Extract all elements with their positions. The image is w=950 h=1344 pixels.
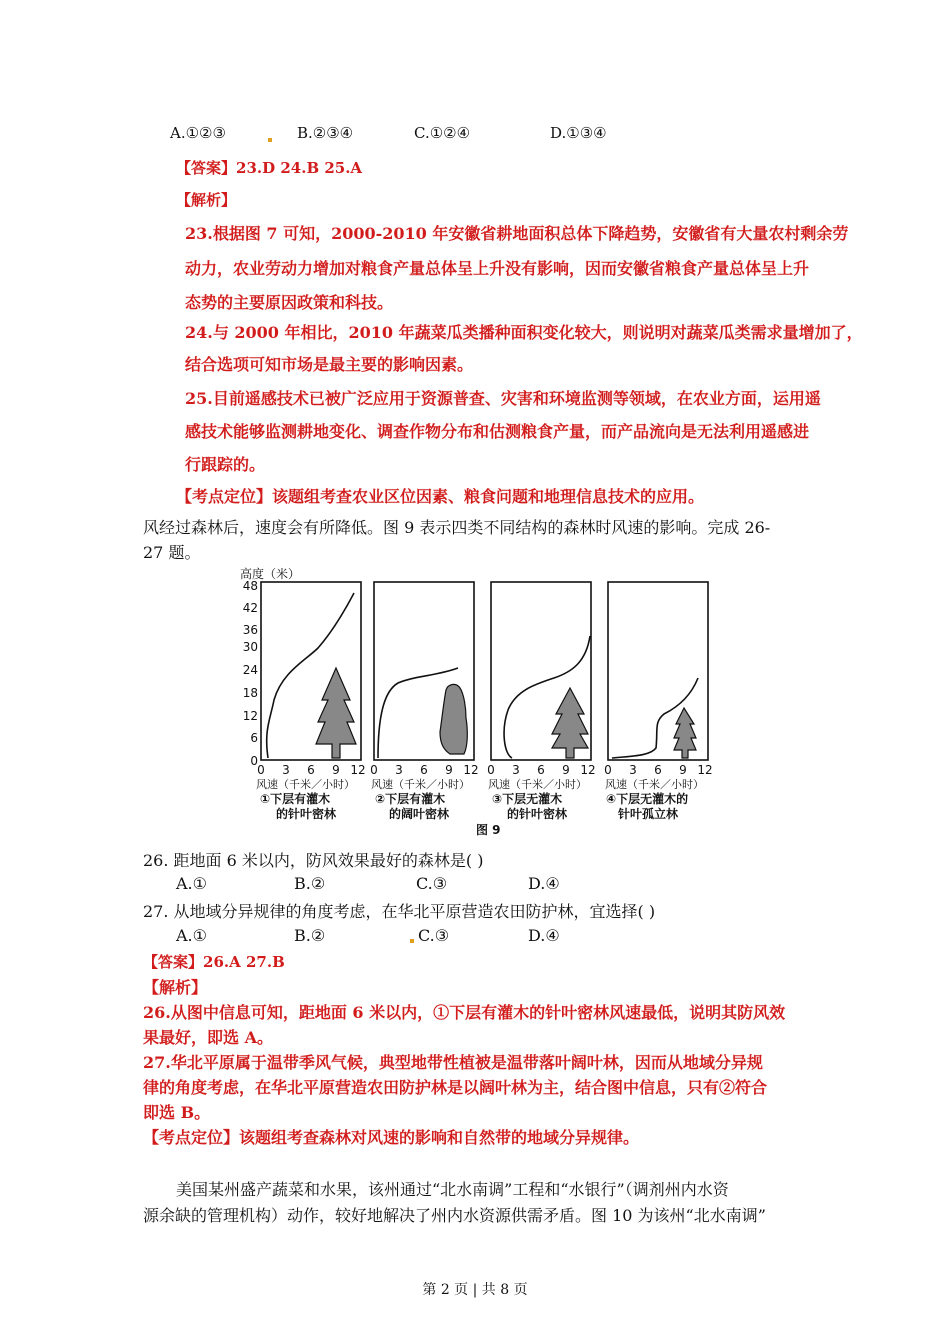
answer-text: 23.D 24.B 25.A bbox=[236, 159, 363, 177]
analysis-line: 动力，农业劳动力增加对粮食产量总体呈上升没有影响，因而安徽省粮食产量总体呈上升 bbox=[185, 259, 810, 278]
paragraph-line: 源余缺的管理机构）动作，较好地解决了州内水资源供需矛盾。图 10 为该州“北水南调” bbox=[143, 1206, 766, 1225]
x-tick: 3 bbox=[395, 763, 403, 777]
q27-option-d: D.④ bbox=[528, 926, 560, 945]
y-tick: 6 bbox=[250, 731, 258, 745]
intro-line: 风经过森林后，速度会有所降低。图 9 表示四类不同结构的森林时风速的影响。完成 26- bbox=[143, 518, 771, 537]
x-tick: 9 bbox=[679, 763, 687, 777]
x-axis-label: 风速（千米／小时） bbox=[605, 778, 704, 791]
caption-2a: ②下层有灌木 bbox=[375, 792, 446, 806]
question-26: 26. 距地面 6 米以内，防风效果最好的森林是( ) bbox=[143, 851, 484, 870]
option-d: D.①③④ bbox=[550, 124, 607, 142]
caption-2b: 的阔叶密林 bbox=[389, 807, 450, 821]
figure-title: 图 9 bbox=[476, 823, 501, 837]
y-tick: 36 bbox=[242, 623, 258, 637]
paragraph-line: 美国某州盛产蔬菜和水果，该州通过“北水南调”工程和“水银行”（调剂州内水资 bbox=[176, 1180, 729, 1199]
key-point-2: 【考点定位】该题组考查森林对风速的影响和自然带的地域分异规律。 bbox=[143, 1128, 640, 1147]
x-tick: 12 bbox=[697, 763, 713, 777]
analysis-line: 果最好，即选 A。 bbox=[143, 1028, 273, 1047]
answer-block-2 bbox=[143, 951, 285, 972]
x-tick: 12 bbox=[580, 763, 596, 777]
x-tick: 12 bbox=[463, 763, 479, 777]
q26-option-a: A.① bbox=[176, 874, 207, 893]
analysis-line: 27.华北平原属于温带季风气候，典型地带性植被是温带落叶阔叶林，因而从地域分异规 bbox=[143, 1053, 763, 1072]
x-axis-label: 风速（千米／小时） bbox=[371, 778, 470, 791]
key-point-1: 【考点定位】该题组考查农业区位因素、粮食问题和地理信息技术的应用。 bbox=[176, 487, 705, 506]
analysis-label-1: 【解析】 bbox=[176, 191, 237, 209]
x-tick: 12 bbox=[350, 763, 366, 777]
decor-dot bbox=[410, 939, 414, 943]
y-axis-label: 高度（米） bbox=[240, 567, 301, 581]
q27-option-c: C.③ bbox=[418, 926, 450, 945]
x-tick: 6 bbox=[654, 763, 662, 777]
q26-option-d: D.④ bbox=[528, 874, 560, 893]
answer-block-1 bbox=[176, 157, 362, 178]
decor-dot bbox=[268, 138, 272, 142]
x-tick: 3 bbox=[512, 763, 520, 777]
answer-label: 【答案】 bbox=[143, 953, 204, 971]
analysis-line: 结合选项可知市场是最主要的影响因素。 bbox=[185, 355, 474, 374]
analysis-line: 25.目前遥感技术已被广泛应用于资源普查、灾害和环境监测等领域，在农业方面，运用遥 bbox=[185, 389, 821, 408]
x-axis-label: 风速（千米／小时） bbox=[488, 778, 587, 791]
y-tick: 18 bbox=[242, 686, 258, 700]
x-tick: 0 bbox=[257, 763, 265, 777]
analysis-line: 律的角度考虑，在华北平原营造农田防护林是以阔叶林为主，结合图中信息，只有②符合 bbox=[143, 1078, 768, 1097]
y-tick: 12 bbox=[242, 709, 258, 723]
option-a: A.①②③ bbox=[170, 124, 226, 142]
analysis-line: 感技术能够监测耕地变化、调查作物分布和估测粮食产量，而产品流向是无法利用遥感进 bbox=[185, 422, 810, 441]
x-tick: 9 bbox=[562, 763, 570, 777]
x-tick: 0 bbox=[604, 763, 612, 777]
analysis-line: 24.与 2000 年相比，2010 年蔬菜瓜类播种面积变化较大，则说明对蔬菜瓜类需求量增加了， bbox=[185, 323, 863, 342]
caption-3b: 的针叶密林 bbox=[507, 807, 568, 821]
intro-line: 27 题。 bbox=[143, 543, 201, 562]
panel-3 bbox=[491, 582, 591, 760]
x-tick: 3 bbox=[282, 763, 290, 777]
caption-4a: ④下层无灌木的 bbox=[606, 792, 689, 806]
page-footer: 第 2 页 | 共 8 页 bbox=[422, 1282, 528, 1298]
x-tick: 9 bbox=[332, 763, 340, 777]
x-tick: 0 bbox=[370, 763, 378, 777]
caption-3a: ③下层无灌木 bbox=[492, 792, 563, 806]
analysis-line: 即选 B。 bbox=[143, 1103, 211, 1122]
y-tick: 42 bbox=[242, 601, 258, 615]
x-tick: 6 bbox=[420, 763, 428, 777]
answer-label: 【答案】 bbox=[176, 159, 237, 177]
x-tick: 3 bbox=[629, 763, 637, 777]
y-tick: 30 bbox=[242, 640, 258, 654]
x-tick: 0 bbox=[487, 763, 495, 777]
y-tick: 0 bbox=[250, 754, 258, 768]
caption-1b: 的针叶密林 bbox=[276, 807, 337, 821]
analysis-line: 态势的主要原因政策和科技。 bbox=[185, 293, 394, 312]
panel-4 bbox=[608, 582, 708, 760]
answer-text: 26.A 27.B bbox=[203, 953, 285, 971]
caption-1a: ①下层有灌木 bbox=[260, 792, 331, 806]
caption-4b: 针叶孤立林 bbox=[618, 807, 679, 821]
y-tick: 24 bbox=[242, 663, 258, 677]
panel-1 bbox=[261, 582, 361, 760]
option-c: C.①②④ bbox=[414, 124, 471, 142]
q26-option-b: B.② bbox=[294, 874, 326, 893]
q27-option-b: B.② bbox=[294, 926, 326, 945]
q26-option-c: C.③ bbox=[416, 874, 448, 893]
x-tick: 9 bbox=[445, 763, 453, 777]
x-tick: 6 bbox=[307, 763, 315, 777]
analysis-line: 26.从图中信息可知，距地面 6 米以内，①下层有灌木的针叶密林风速最低，说明其防风效 bbox=[143, 1003, 786, 1022]
analysis-line: 23.根据图 7 可知，2000-2010 年安徽省耕地面积总体下降趋势，安徽省有大量农村剩余劳 bbox=[185, 224, 849, 243]
q27-option-a: A.① bbox=[176, 926, 207, 945]
x-axis-label: 风速（千米／小时） bbox=[256, 778, 355, 791]
option-b: B.②③④ bbox=[297, 124, 354, 142]
figure-9-wind-speed-chart bbox=[236, 560, 726, 840]
question-27: 27. 从地域分异规律的角度考虑，在华北平原营造农田防护林，宜选择( ) bbox=[143, 902, 656, 921]
x-tick: 6 bbox=[537, 763, 545, 777]
panel-2 bbox=[374, 582, 474, 760]
analysis-label-2: 【解析】 bbox=[143, 978, 208, 997]
analysis-line: 行跟踪的。 bbox=[185, 455, 266, 474]
y-tick: 48 bbox=[242, 579, 258, 593]
